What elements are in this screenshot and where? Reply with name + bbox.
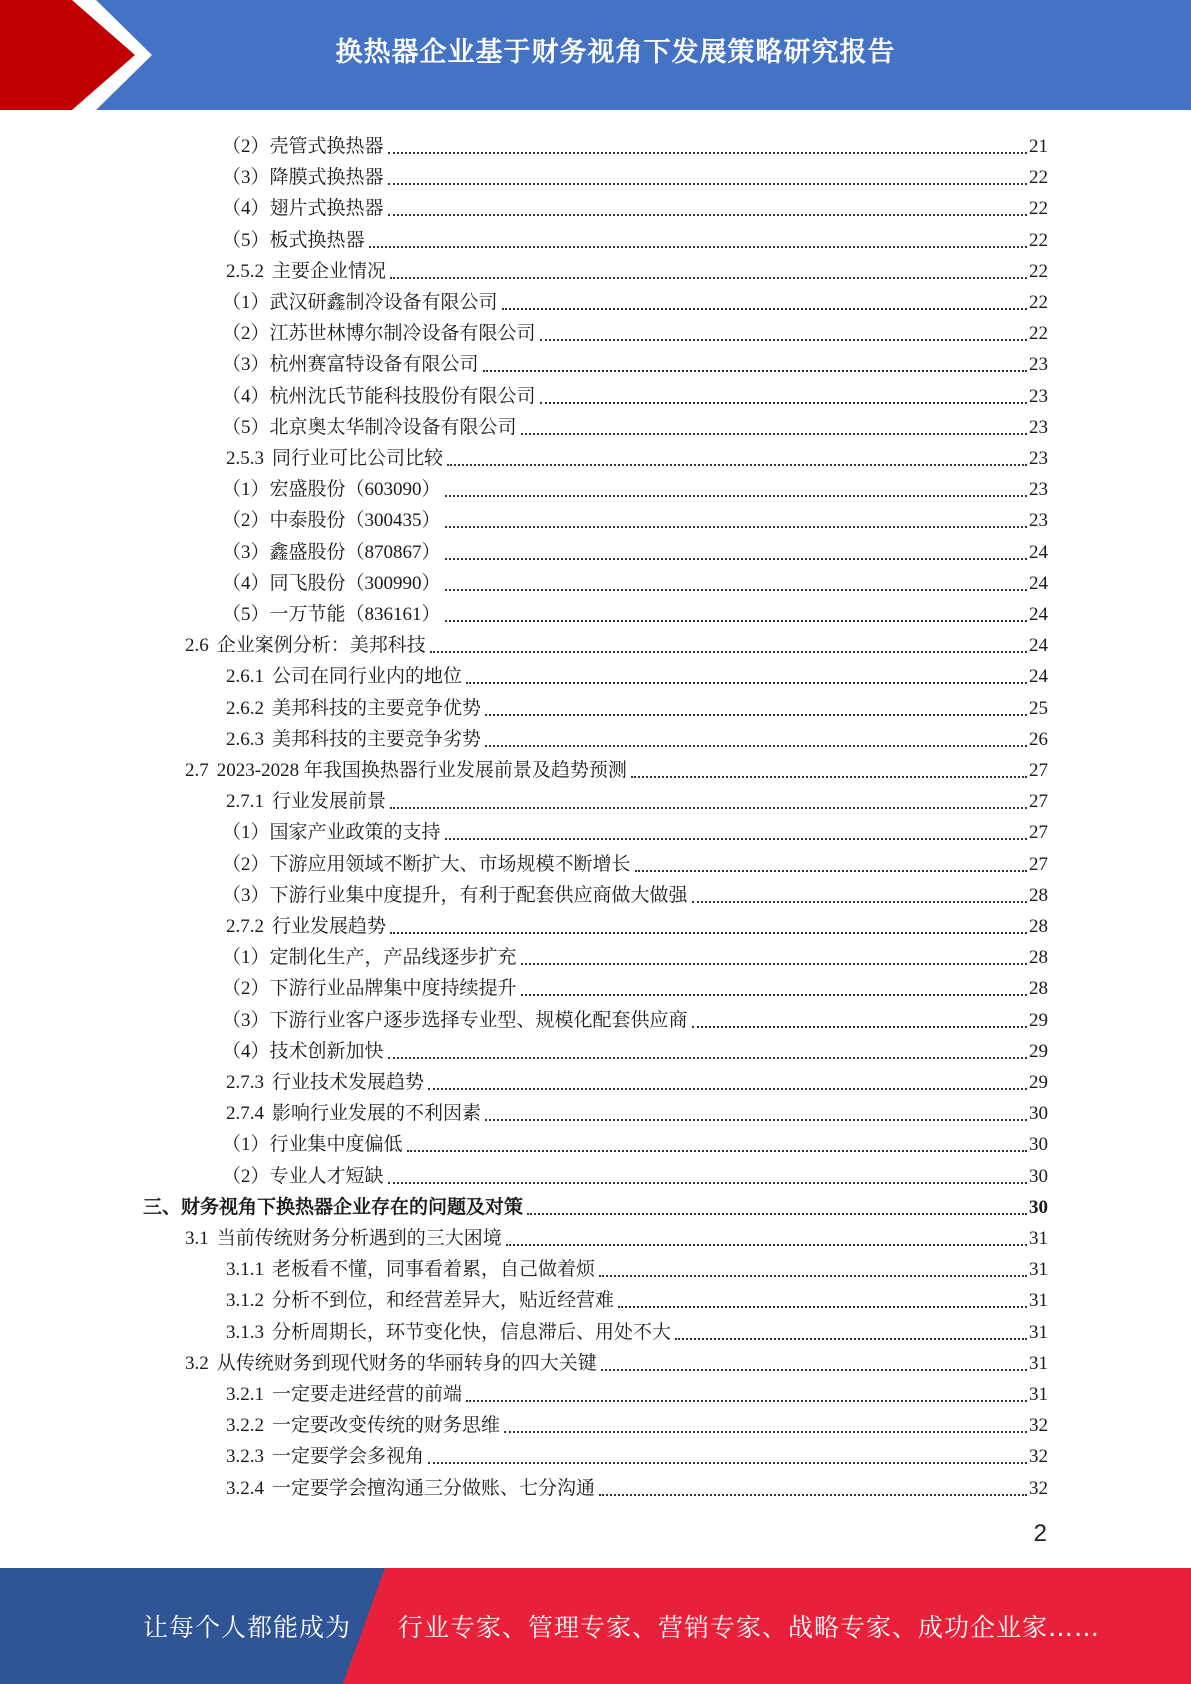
toc-entry-number: （1）: [222, 292, 270, 313]
toc-entry-page: 30: [1029, 1165, 1048, 1187]
toc-entry-page: 31: [1029, 1228, 1048, 1249]
toc-dot-leader: [466, 1399, 1027, 1402]
toc-entry-page: 30: [1029, 1134, 1048, 1156]
toc-entry-title: 江苏世林博尔制冷设备有限公司: [269, 323, 536, 345]
toc-entry-page: 27: [1029, 760, 1048, 781]
toc-entry[interactable]: [222, 534, 1048, 565]
toc-entry-title: 同行业可比公司比较: [272, 448, 444, 469]
toc-entry-page: 22: [1029, 198, 1048, 220]
toc-dot-leader: [445, 619, 1027, 622]
toc-entry[interactable]: [222, 284, 1048, 315]
toc-entry[interactable]: [222, 159, 1048, 190]
toc-entry-title: 美邦科技的主要竞争优势: [272, 697, 482, 719]
toc-entry-number: 2.6.3: [226, 728, 264, 750]
toc-entry-page: 31: [1029, 1384, 1048, 1405]
toc-entry[interactable]: [222, 315, 1048, 346]
toc-entry[interactable]: [226, 658, 1048, 689]
toc-entry-page: 27: [1029, 822, 1048, 844]
toc-dot-leader: [675, 1337, 1027, 1340]
toc-dot-leader: [527, 1212, 1027, 1215]
toc-entry-page: 25: [1029, 697, 1048, 719]
toc-dot-leader: [445, 525, 1027, 528]
toc-entry-number: 2.7.2: [226, 916, 264, 937]
toc-entry-title: 从传统财务到现代财务的华丽转身的四大关键: [216, 1352, 597, 1374]
toc-entry-number: （3）: [222, 884, 270, 906]
toc-entry-number: 2.7.1: [226, 791, 264, 813]
toc-entry[interactable]: [222, 939, 1048, 970]
toc-entry-number: 3.1.3: [226, 1321, 264, 1343]
toc-dot-leader: [504, 1430, 1027, 1433]
toc-entry-page: 22: [1029, 292, 1048, 313]
toc-dot-leader: [388, 213, 1027, 216]
toc-dot-leader: [521, 993, 1027, 996]
toc-entry-title: 行业发展前景: [272, 791, 387, 813]
toc-entry[interactable]: [226, 440, 1048, 471]
toc-dot-leader: [540, 338, 1027, 341]
toc-entry-title: 宏盛股份（603090）: [269, 479, 441, 501]
toc-dot-leader: [631, 775, 1027, 778]
toc-entry[interactable]: [222, 471, 1048, 502]
toc-entry-title: 公司在同行业内的地位: [272, 666, 463, 688]
toc-dot-leader: [369, 245, 1027, 248]
toc-entry-number: （1）: [222, 479, 270, 501]
toc-entry-number: 3.2.3: [226, 1446, 264, 1468]
toc-entry-page: 22: [1029, 260, 1048, 282]
toc-entry-title: 翅片式换热器: [269, 198, 384, 220]
toc-entry-number: 2.5.3: [226, 448, 264, 469]
toc-entry-title: 当前传统财务分析遇到的三大困境: [216, 1228, 502, 1249]
toc-entry-page: 31: [1029, 1290, 1048, 1312]
toc-entry-number: （2）: [222, 510, 270, 532]
toc-dot-leader: [540, 401, 1027, 404]
toc-dot-leader: [483, 369, 1027, 372]
toc-entry-number: （5）: [222, 604, 270, 625]
toc-entry[interactable]: [185, 627, 1048, 658]
toc-entry[interactable]: [226, 783, 1048, 814]
toc-dot-leader: [521, 962, 1027, 965]
toc-dot-leader: [599, 1274, 1027, 1277]
toc-dot-leader: [388, 1181, 1027, 1184]
toc-entry-page: 29: [1029, 1009, 1048, 1031]
footer-slogan-left: 让每个人都能成为: [143, 1613, 352, 1642]
toc-entry[interactable]: [226, 908, 1048, 939]
toc-entry-page: 27: [1029, 853, 1048, 875]
toc-entry-number: （5）: [222, 416, 270, 438]
toc-entry-page: 23: [1029, 448, 1048, 469]
toc-entry-number: （3）: [222, 1009, 270, 1031]
toc-entry[interactable]: [226, 1314, 1048, 1345]
toc-entry-title: 下游行业品牌集中度持续提升: [269, 978, 517, 1000]
toc-dot-leader: [466, 681, 1027, 684]
toc-entry-number: （2）: [222, 323, 270, 345]
toc-entry[interactable]: [185, 752, 1048, 783]
toc-entry-number: 3.1.2: [226, 1290, 264, 1312]
toc-dot-leader: [388, 151, 1027, 154]
toc-entry[interactable]: [222, 1158, 1048, 1189]
toc-entry-page: 24: [1029, 541, 1048, 563]
toc-entry[interactable]: [222, 378, 1048, 409]
toc-dot-leader: [390, 931, 1027, 934]
toc-entry[interactable]: [226, 1407, 1048, 1438]
toc-dot-leader: [599, 1493, 1027, 1496]
toc-entry-title: 定制化生产，产品线逐步扩充: [269, 947, 517, 969]
toc-entry-page: 24: [1029, 666, 1048, 688]
toc-entry-page: 27: [1029, 791, 1048, 813]
toc-entry-title: 一定要学会多视角: [272, 1446, 425, 1468]
toc-entry-title: 国家产业政策的支持: [269, 822, 441, 844]
toc-entry-page: 29: [1029, 1040, 1048, 1062]
toc-entry-number: （4）: [222, 198, 270, 220]
toc-entry-number: 3.2.2: [226, 1415, 264, 1437]
toc-entry-title: 财务视角下换热器企业存在的问题及对策: [181, 1196, 524, 1218]
toc-entry-title: 一万节能（836161）: [269, 604, 441, 625]
toc-entry-page: 32: [1029, 1477, 1048, 1499]
toc-entry-number: 2.6.1: [226, 666, 264, 688]
toc-entry[interactable]: [222, 222, 1048, 253]
toc-entry-title: 老板看不懂，同事看着累，自己做着烦: [272, 1259, 596, 1281]
toc-entry[interactable]: [143, 1189, 1048, 1220]
toc-dot-leader: [485, 713, 1027, 716]
toc-entry[interactable]: [222, 409, 1048, 440]
toc-dot-leader: [428, 1087, 1027, 1090]
toc-entry-page: 28: [1029, 884, 1048, 906]
toc-entry[interactable]: [226, 1470, 1048, 1501]
toc-dot-leader: [445, 837, 1027, 840]
toc-entry[interactable]: [226, 253, 1048, 284]
toc-entry-page: 30: [1029, 1103, 1048, 1125]
toc-entry-page: 31: [1029, 1259, 1048, 1281]
toc-entry-page: 22: [1029, 323, 1048, 345]
toc-entry-page: 32: [1029, 1415, 1048, 1437]
toc-dot-leader: [390, 806, 1027, 809]
toc-entry-title: 中泰股份（300435）: [269, 510, 441, 532]
toc-entry-title: 2023-2028 年我国换热器行业发展前景及趋势预测: [216, 760, 627, 781]
toc-dot-leader: [388, 1056, 1027, 1059]
toc-dot-leader: [428, 1461, 1027, 1464]
toc-entry-number: 3.1.1: [226, 1259, 264, 1281]
toc-entry-number: （3）: [222, 541, 270, 563]
toc-entry-title: 技术创新加快: [269, 1040, 384, 1062]
toc-entry[interactable]: [222, 596, 1048, 627]
toc-entry-title: 北京奥太华制冷设备有限公司: [269, 416, 517, 438]
toc-entry[interactable]: [222, 877, 1048, 908]
toc-entry-page: 26: [1029, 728, 1048, 750]
toc-dot-leader: [447, 463, 1027, 466]
toc-entry-page: 31: [1029, 1352, 1048, 1374]
toc-entry-title: 下游应用领域不断扩大、市场规模不断增长: [269, 853, 631, 875]
toc-entry[interactable]: [222, 1126, 1048, 1157]
toc-entry-number: （4）: [222, 572, 270, 594]
toc-entry[interactable]: [222, 846, 1048, 877]
toc-entry[interactable]: [222, 565, 1048, 596]
toc-entry[interactable]: [222, 814, 1048, 845]
toc-entry-title: 影响行业发展的不利因素: [272, 1103, 482, 1125]
toc-dot-leader: [388, 182, 1027, 185]
toc-entry-page: 22: [1029, 167, 1048, 189]
toc-dot-leader: [407, 1149, 1027, 1152]
toc-entry-page: 21: [1029, 136, 1048, 157]
toc-entry-number: 3.2: [185, 1352, 209, 1374]
toc-dot-leader: [692, 1025, 1027, 1028]
toc-entry-number: 2.7.3: [226, 1072, 264, 1093]
toc-entry-title: 下游行业集中度提升，有利于配套供应商做大做强: [269, 884, 688, 906]
toc-entry-number: （1）: [222, 822, 270, 844]
toc-entry[interactable]: [222, 190, 1048, 221]
toc-dot-leader: [485, 744, 1027, 747]
toc-entry[interactable]: [222, 346, 1048, 377]
toc-entry-number: （5）: [222, 229, 270, 251]
toc-entry-title: 鑫盛股份（870867）: [269, 541, 441, 563]
toc-entry-title: 武汉研鑫制冷设备有限公司: [269, 292, 498, 313]
toc-entry[interactable]: [226, 1438, 1048, 1469]
toc-entry-title: 主要企业情况: [272, 260, 387, 282]
toc-entry-title: 行业发展趋势: [272, 916, 387, 937]
toc-entry[interactable]: [226, 721, 1048, 752]
toc-entry[interactable]: [185, 1345, 1048, 1376]
toc-entry-number: 3.2.1: [226, 1384, 264, 1405]
toc-entry-number: 3.1: [185, 1228, 209, 1249]
toc-entry[interactable]: [226, 1251, 1048, 1282]
toc-entry[interactable]: [222, 502, 1048, 533]
toc-dot-leader: [506, 1243, 1027, 1246]
toc-entry-page: 23: [1029, 354, 1048, 376]
toc-entry-title: 杭州赛富特设备有限公司: [269, 354, 479, 376]
toc-entry-page: 24: [1029, 572, 1048, 594]
toc-entry-title: 企业案例分析：美邦科技: [216, 635, 426, 657]
toc-entry-number: （3）: [222, 354, 270, 376]
toc-entry[interactable]: [226, 1282, 1048, 1313]
toc-entry-title: 一定要走进经营的前端: [272, 1384, 463, 1405]
toc-entry-title: 分析不到位，和经营差异大，贴近经营难: [272, 1290, 615, 1312]
toc-dot-leader: [502, 307, 1027, 310]
toc-dot-leader: [635, 869, 1027, 872]
toc-entry-number: （4）: [222, 385, 270, 407]
toc-entry-number: （2）: [222, 1165, 270, 1187]
toc-entry[interactable]: [222, 1033, 1048, 1064]
toc-entry-page: 23: [1029, 416, 1048, 438]
toc-dot-leader: [445, 494, 1027, 497]
toc-entry-number: 2.6: [185, 635, 209, 657]
toc-entry-number: 2.7.4: [226, 1103, 264, 1125]
toc-entry-title: 一定要改变传统的财务思维: [272, 1415, 501, 1437]
toc-entry-number: 三、: [143, 1196, 182, 1218]
toc-dot-leader: [521, 432, 1027, 435]
toc-dot-leader: [485, 1118, 1027, 1121]
toc-entry[interactable]: [222, 970, 1048, 1001]
toc-entry-page: 30: [1029, 1196, 1048, 1218]
toc-entry[interactable]: [185, 1220, 1048, 1251]
toc-entry-title: 行业技术发展趋势: [272, 1072, 425, 1093]
toc-dot-leader: [445, 557, 1027, 560]
toc-entry-title: 一定要学会擅沟通三分做账、七分沟通: [272, 1477, 596, 1499]
toc-entry-number: 2.6.2: [226, 697, 264, 719]
toc-entry-title: 下游行业客户逐步选择专业型、规模化配套供应商: [269, 1009, 688, 1031]
toc-entry-title: 专业人才短缺: [269, 1165, 384, 1187]
toc-entry-page: 24: [1029, 604, 1048, 625]
toc-entry-page: 32: [1029, 1446, 1048, 1468]
toc-entry-page: 28: [1029, 947, 1048, 969]
toc-entry-number: （1）: [222, 947, 270, 969]
toc-dot-leader: [390, 276, 1027, 279]
toc-entry-page: 23: [1029, 385, 1048, 407]
toc-entry-title: 行业集中度偏低: [269, 1134, 403, 1156]
toc-entry-page: 23: [1029, 479, 1048, 501]
toc-entry-title: 壳管式换热器: [269, 136, 384, 157]
toc-entry[interactable]: [222, 128, 1048, 159]
toc-entry-number: （1）: [222, 1134, 270, 1156]
toc-entry-number: （3）: [222, 167, 270, 189]
toc-entry[interactable]: [222, 1002, 1048, 1033]
toc-dot-leader: [430, 650, 1027, 653]
toc-entry-page: 28: [1029, 978, 1048, 1000]
toc-entry-title: 杭州沈氏节能科技股份有限公司: [269, 385, 536, 407]
toc-entry-page: 23: [1029, 510, 1048, 532]
footer-banner: [0, 1568, 1191, 1684]
toc-dot-leader: [445, 588, 1027, 591]
toc-dot-leader: [618, 1305, 1027, 1308]
toc-entry-page: 24: [1029, 635, 1048, 657]
toc-entry-number: 2.7: [185, 760, 209, 781]
toc-dot-leader: [601, 1368, 1027, 1371]
toc-entry[interactable]: [226, 1064, 1048, 1095]
toc-dot-leader: [692, 900, 1027, 903]
toc-entry-title: 降膜式换热器: [269, 167, 384, 189]
toc-entry[interactable]: [226, 1376, 1048, 1407]
toc-entry-page: 28: [1029, 916, 1048, 937]
footer-slogan-right: 行业专家、管理专家、营销专家、战略专家、成功企业家……: [398, 1613, 1101, 1642]
page-number: 2: [1033, 1520, 1047, 1547]
toc-entry-number: （2）: [222, 853, 270, 875]
toc-entry-page: 31: [1029, 1321, 1048, 1343]
toc-entry-number: 3.2.4: [226, 1477, 264, 1499]
toc-entry-title: 板式换热器: [269, 229, 365, 251]
document-title: 换热器企业基于财务视角下发展策略研究报告: [335, 37, 896, 68]
toc-entry-number: （4）: [222, 1040, 270, 1062]
toc-entry-number: （2）: [222, 136, 270, 157]
toc-entry-number: 2.5.2: [226, 260, 264, 282]
toc-entry[interactable]: [226, 1095, 1048, 1126]
toc-entry[interactable]: [226, 690, 1048, 721]
toc-entry-title: 分析周期长，环节变化快，信息滞后、用处不大: [272, 1321, 672, 1343]
toc-entry-title: 同飞股份（300990）: [269, 572, 441, 594]
toc-entry-page: 22: [1029, 229, 1048, 251]
toc-entry-number: （2）: [222, 978, 270, 1000]
toc-entry-page: 29: [1029, 1072, 1048, 1093]
header-banner: [0, 0, 1191, 110]
toc-entry-title: 美邦科技的主要竞争劣势: [272, 728, 482, 750]
